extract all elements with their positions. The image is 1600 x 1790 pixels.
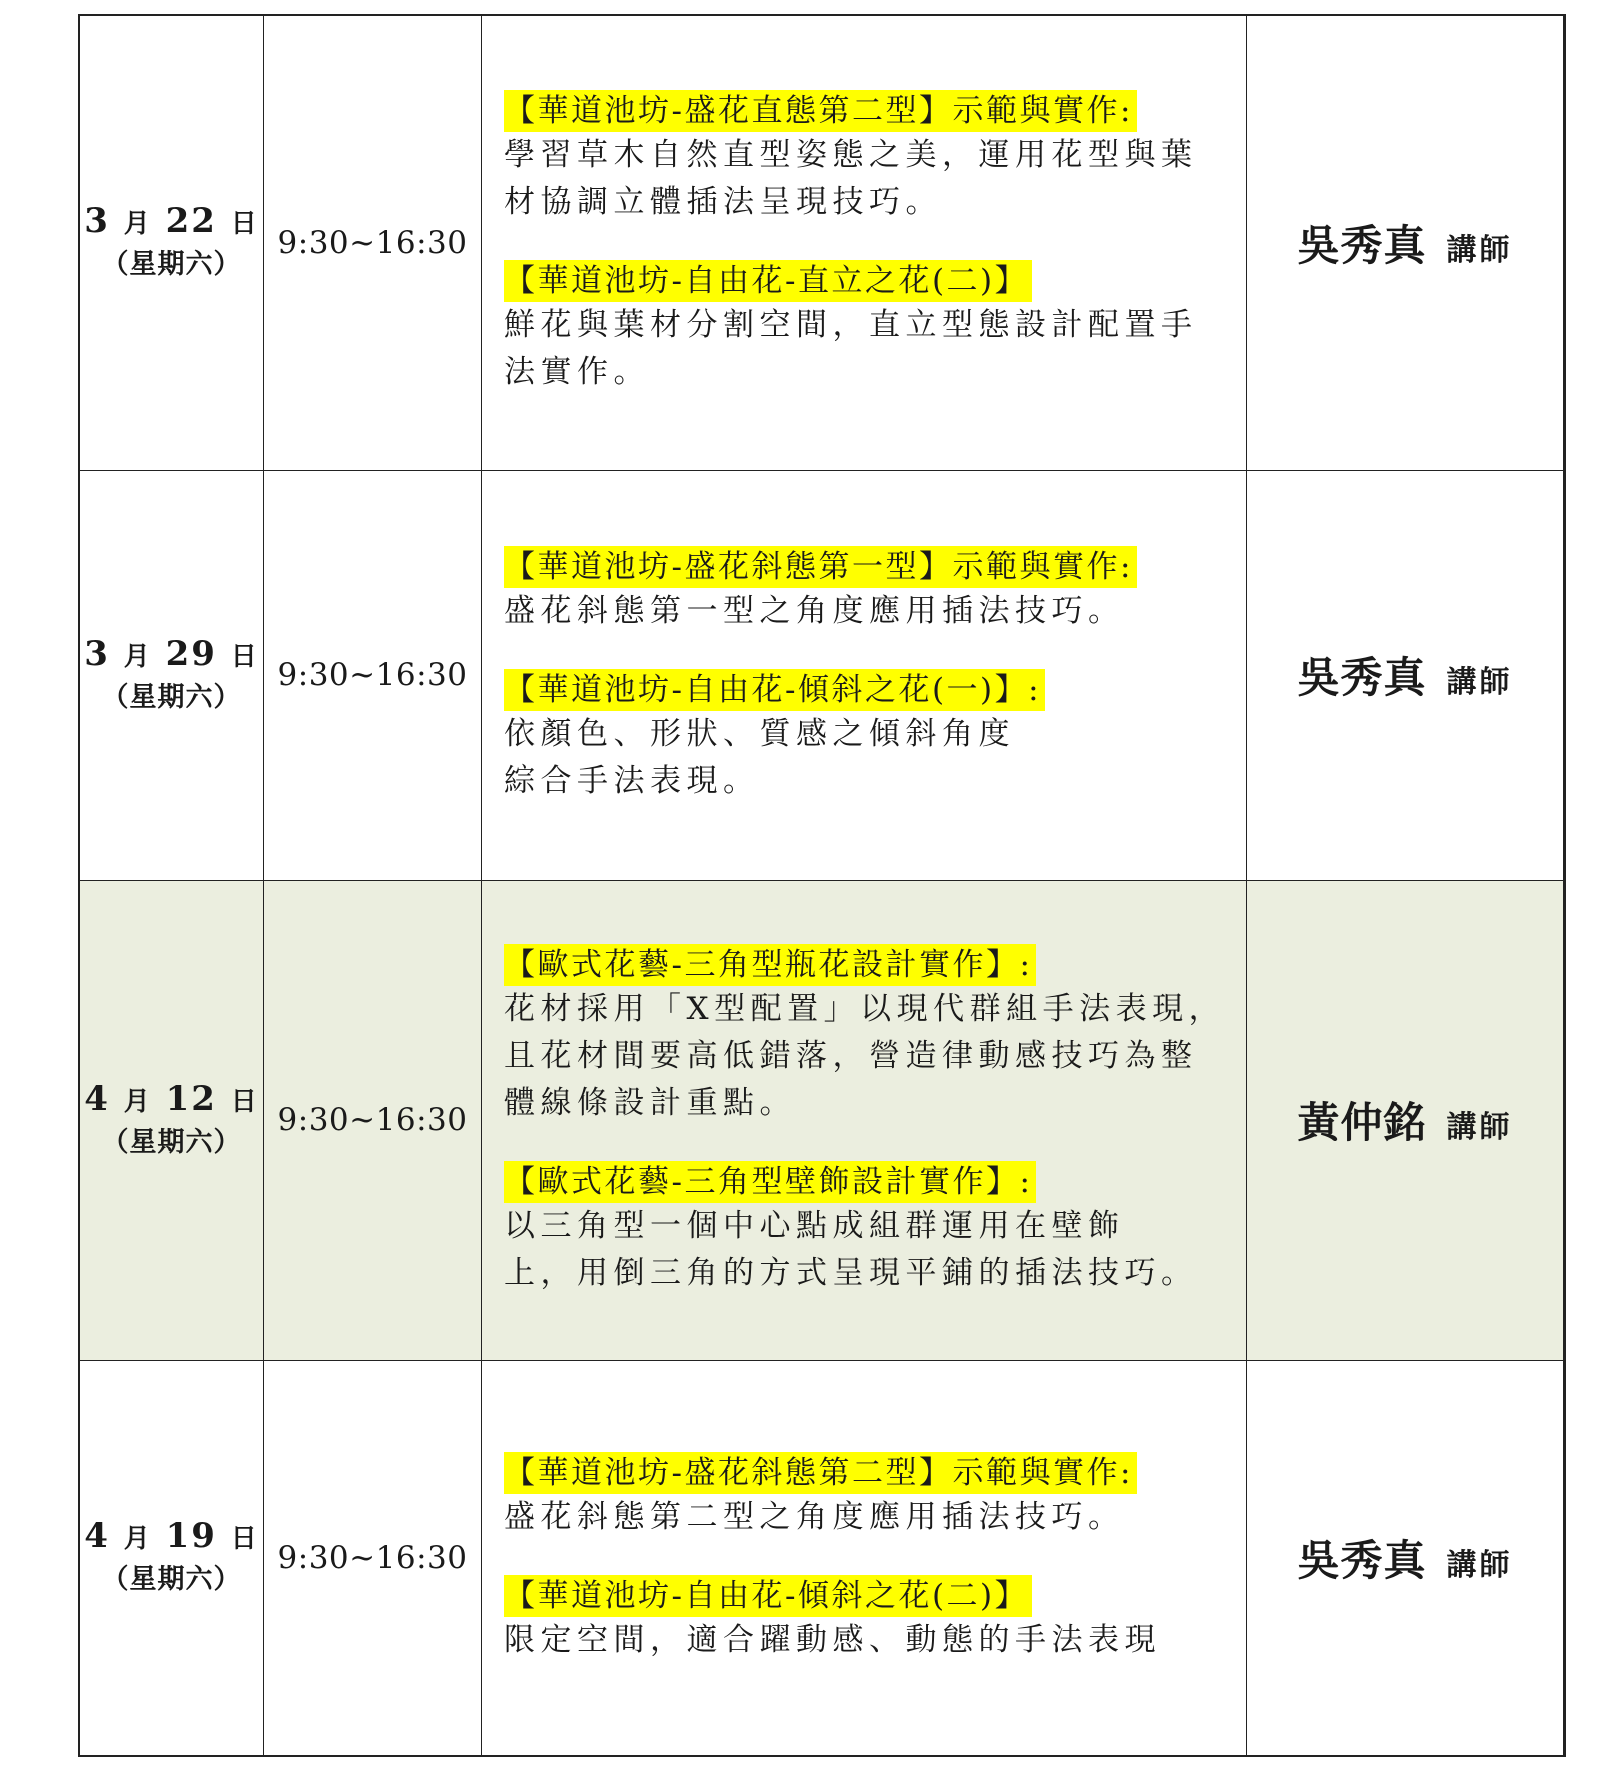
course-block [504,669,1238,805]
course-schedule-table [78,14,1566,1757]
date: 3 月 22 日 [84,201,259,242]
teacher-name: 黃仲銘 [1297,1098,1427,1147]
course-description: 盛花斜態第二型之角度應用插法技巧。 [504,1498,1125,1535]
course-description: 盛花斜態第一型之角度應用插法技巧。 [504,592,1125,629]
course-block [504,944,1238,1127]
teacher-cell [1247,15,1565,470]
weekday: （星期六） [101,681,242,713]
teacher-cell [1247,470,1565,880]
course-description: 鮮花與葉材分割空間，直立型態設計配置手 法實作。 [504,306,1198,390]
time-range: 9:30~16:30 [277,657,468,693]
date-cell [79,1360,264,1756]
content-cell [482,880,1247,1360]
teacher-title: 講師 [1446,665,1513,700]
teacher-title: 講師 [1446,232,1513,268]
course-block [504,260,1238,396]
teacher-name: 吳秀真 [1297,220,1427,270]
course-heading: 【華道池坊-盛花斜態第二型】示範與實作: [504,1452,1137,1494]
teacher-title: 講師 [1446,1547,1513,1583]
date-cell [79,880,264,1360]
table-row [79,1360,1565,1756]
content-cell [482,470,1247,880]
course-description: 限定空間，適合躍動感、動態的手法表現 [504,1621,1161,1658]
course-heading: 【華道池坊-盛花直態第二型】示範與實作: [504,90,1137,132]
content-cell [482,15,1247,470]
teacher-title: 講師 [1446,1110,1513,1145]
course-heading: 【華道池坊-自由花-直立之花(二)】 [504,260,1032,302]
teacher-name: 吳秀真 [1297,1535,1427,1585]
time-range: 9:30~16:30 [277,1102,468,1138]
course-block [504,90,1238,226]
weekday: （星期六） [101,1564,242,1596]
content-cell [482,1360,1247,1756]
course-block [504,546,1238,635]
course-heading: 【華道池坊-盛花斜態第一型】示範與實作: [504,546,1137,588]
weekday: （星期六） [101,1126,242,1158]
date-cell [79,15,264,470]
time-cell [264,1360,482,1756]
date: 3 月 29 日 [84,633,259,674]
time-cell [264,880,482,1360]
teacher-cell [1247,1360,1565,1756]
course-heading: 【華道池坊-自由花-傾斜之花(二)】 [504,1575,1032,1617]
course-block [504,1452,1238,1541]
teacher-name: 吳秀真 [1297,653,1427,702]
course-block [504,1161,1238,1297]
date-cell [79,470,264,880]
time-range: 9:30~16:30 [277,1539,468,1576]
time-cell [264,470,482,880]
course-block [504,1575,1238,1664]
date: 4 月 19 日 [84,1516,259,1557]
course-description: 依顏色、形狀、質感之傾斜角度 綜合手法表現。 [504,715,1015,799]
time-cell [264,15,482,470]
teacher-cell [1247,880,1565,1360]
course-heading: 【歐式花藝-三角型壁飾設計實作】: [504,1161,1036,1203]
weekday: （星期六） [101,249,242,281]
course-description: 學習草木自然直型姿態之美，運用花型與葉 材協調立體插法呈現技巧。 [504,136,1198,220]
table-row [79,15,1565,470]
course-description: 花材採用「X型配置」以現代群組手法表現， 且花材間要高低錯落，營造律動感技巧為整 體線條設計重點。 [504,990,1226,1121]
date: 4 月 12 日 [84,1078,259,1119]
time-range: 9:30~16:30 [277,224,468,261]
table-row [79,880,1565,1360]
course-heading: 【華道池坊-自由花-傾斜之花(一)】: [504,669,1045,711]
course-heading: 【歐式花藝-三角型瓶花設計實作】: [504,944,1036,986]
course-description: 以三角型一個中心點成組群運用在壁飾 上，用倒三角的方式呈現平鋪的插法技巧。 [504,1207,1198,1291]
table-row [79,470,1565,880]
